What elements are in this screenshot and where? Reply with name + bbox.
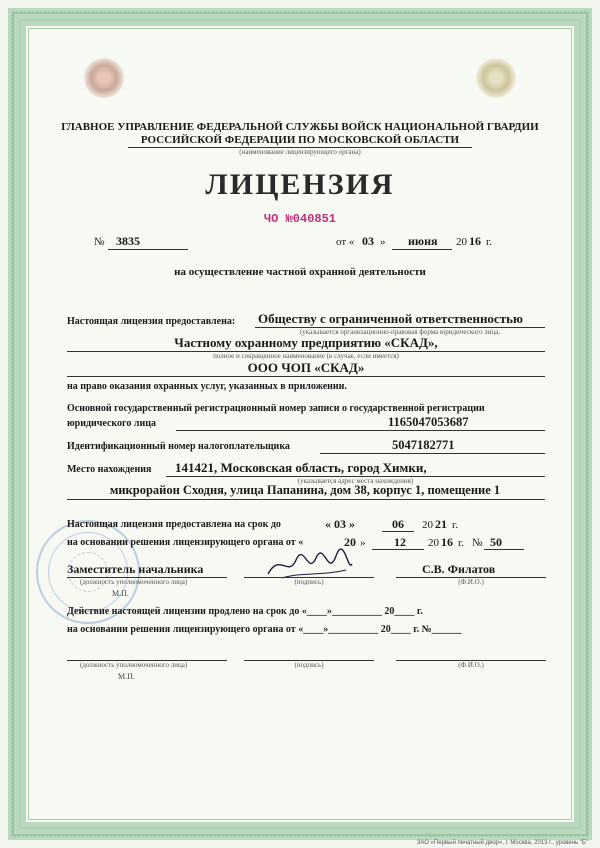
year-label: г. — [486, 236, 493, 248]
term-month-underline — [382, 531, 414, 532]
ogrn-underline — [176, 430, 545, 431]
inn-underline — [320, 453, 545, 454]
year-prefix: 20 — [456, 236, 467, 248]
term-year-label: г. — [452, 519, 459, 531]
rosette-left-icon — [84, 58, 124, 98]
quote-close: » — [380, 236, 386, 248]
decision-number: 50 — [490, 535, 502, 549]
inn-value: 5047182771 — [392, 438, 455, 452]
serial-number: ЧО №040851 — [263, 212, 336, 226]
ogrn-label-2: юридического лица — [67, 418, 156, 429]
signer-name: С.В. Филатов — [422, 562, 496, 576]
license-subject: на осуществление частной охранной деятельности — [174, 266, 426, 278]
printer-footer: ЗАО «Первый печатный двор», г. Москва, 2013 г., уровень "Б" — [416, 840, 588, 846]
grantee-name: Частному охранному предприятию «СКАД», — [174, 335, 438, 350]
location-value-2: микрорайон Сходня, улица Папанина, дом 38, корпус 1, помещение 1 — [109, 483, 501, 497]
term-month: 06 — [392, 517, 404, 531]
ext-position-caption: (должность уполномоченного лица) — [80, 661, 188, 669]
decision-number-underline — [484, 549, 524, 550]
inn-label: Идентификационный номер налогоплательщика — [67, 441, 290, 452]
ext-signature-caption: (подпись) — [294, 661, 324, 669]
position-caption: (должность уполномоченного лица) — [80, 578, 188, 586]
ext-seal-place-label: М.П. — [118, 672, 135, 681]
rights-text: на право оказания охранных услуг, указанных в приложении. — [67, 381, 347, 392]
signature-caption: (подпись) — [294, 578, 324, 586]
rosette-right-icon — [476, 58, 516, 98]
number-label: № — [94, 236, 105, 248]
ogrn-value: 1165047053687 — [388, 415, 469, 429]
ogrn-label-1: Основной государственный регистрационный номер записи о государственной регистрации — [67, 403, 485, 414]
grantee-label: Настоящая лицензия предоставлена: — [67, 316, 236, 327]
seal-place-label: М.П. — [112, 589, 129, 598]
term-year: 21 — [435, 517, 447, 531]
decision-no-label: № — [472, 537, 483, 549]
grantee-short-name: ООО ЧОП «СКАД» — [247, 360, 365, 375]
decision-year-prefix: 20 — [428, 537, 439, 549]
number-underline — [108, 249, 188, 250]
extension-line-2: на основании решения лицензирующего органа от «____»__________ 20____ г. №______ — [67, 624, 462, 635]
from-label: от « — [336, 236, 355, 248]
location-caption: (указывается адрес места нахождения) — [297, 477, 414, 485]
decision-month-underline — [372, 549, 424, 550]
decision-year-label: г. — [458, 537, 465, 549]
location-value-1: 141421, Московская область, город Химки, — [175, 460, 427, 475]
grantee-underline-3 — [67, 376, 545, 377]
authority-line-2: РОССИЙСКОЙ ФЕДЕРАЦИИ ПО МОСКОВСКОЙ ОБЛАСТИ — [140, 134, 460, 146]
decision-day: 20 — [344, 535, 356, 549]
term-year-prefix: 20 — [422, 519, 433, 531]
grantee-caption-1: (указывается организационно-правовая форма юридического лица, — [299, 328, 501, 336]
decision-year: 16 — [441, 535, 453, 549]
issue-day: 03 — [362, 234, 374, 248]
signer-position: Заместитель начальника — [67, 562, 204, 576]
extension-line-1: Действие настоящей лицензии продлено на срок до «____»__________ 20____ г. — [67, 606, 423, 617]
issue-month: июня — [408, 234, 438, 248]
term-label: Настоящая лицензия предоставлена на срок до — [67, 519, 281, 530]
decision-month: 12 — [394, 535, 406, 549]
license-number: 3835 — [116, 234, 140, 248]
issue-year: 16 — [469, 234, 481, 248]
grantee-caption-2: полное и сокращенное наименование (в случае, если имеется) — [213, 352, 399, 360]
ext-name-caption: (Ф.И.О.) — [458, 661, 484, 669]
month-underline — [392, 249, 452, 250]
authority-caption: (наименование лицензирующего органа) — [239, 148, 361, 156]
decision-quote-close: » — [360, 537, 366, 549]
location-underline-2 — [67, 499, 545, 500]
grantee-form: Обществу с ограниченной ответственностью — [258, 311, 523, 326]
decision-label: на основании решения лицензирующего органа от « — [67, 537, 304, 548]
location-label: Место нахождения — [67, 464, 152, 475]
document-title: ЛИЦЕНЗИЯ — [205, 168, 395, 201]
authority-line-1: ГЛАВНОЕ УПРАВЛЕНИЕ ФЕДЕРАЛЬНОЙ СЛУЖБЫ ВОЙСК НАЦИОНАЛЬНОЙ ГВАРДИИ — [61, 121, 539, 133]
name-caption: (Ф.И.О.) — [458, 578, 484, 586]
term-day: « 03 » — [325, 517, 355, 531]
